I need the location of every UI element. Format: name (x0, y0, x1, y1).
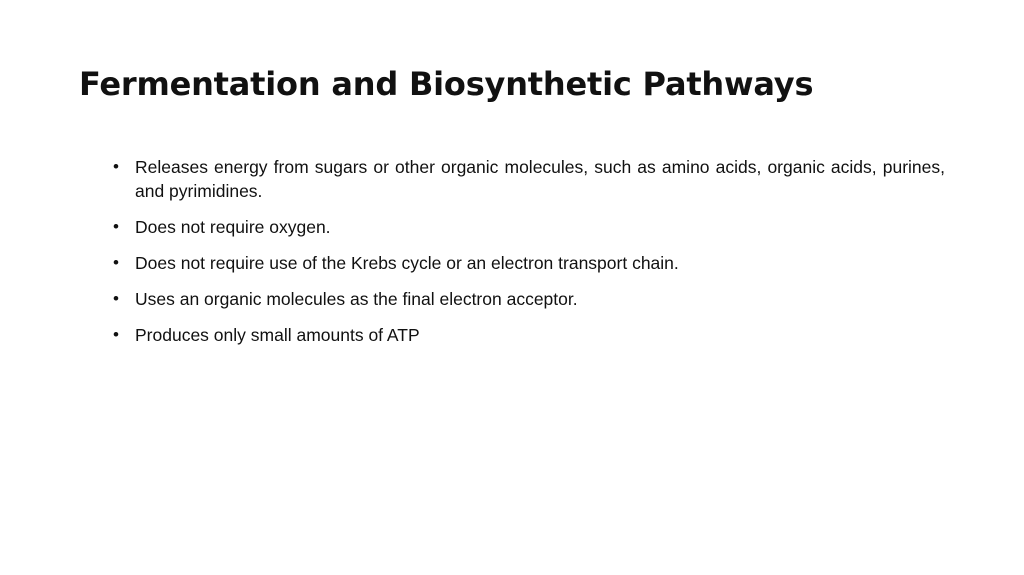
bullet-item-1 (113, 155, 945, 203)
bullet-dot-icon: • (113, 253, 119, 272)
bullet-item-5 (113, 323, 945, 347)
bullet-text: Releases energy from sugars or other organic molecules, such as amino acids, organic acids, purines, and pyrimidines. (135, 157, 945, 201)
bullet-item-2 (113, 215, 945, 239)
bullet-dot-icon: • (113, 217, 119, 236)
bullet-dot-icon: • (113, 289, 119, 308)
bullet-text: Produces only small amounts of ATP (135, 325, 420, 345)
bullet-text: Uses an organic molecules as the final electron acceptor. (135, 289, 578, 309)
bullet-dot-icon: • (113, 325, 119, 344)
slide-title: Fermentation and Biosynthetic Pathways (79, 65, 814, 103)
bullet-item-3 (113, 251, 945, 275)
bullet-list (113, 155, 945, 359)
bullet-text: Does not require oxygen. (135, 217, 331, 237)
bullet-dot-icon: • (113, 157, 119, 176)
bullet-item-4 (113, 287, 945, 311)
bullet-text: Does not require use of the Krebs cycle or an electron transport chain. (135, 253, 679, 273)
